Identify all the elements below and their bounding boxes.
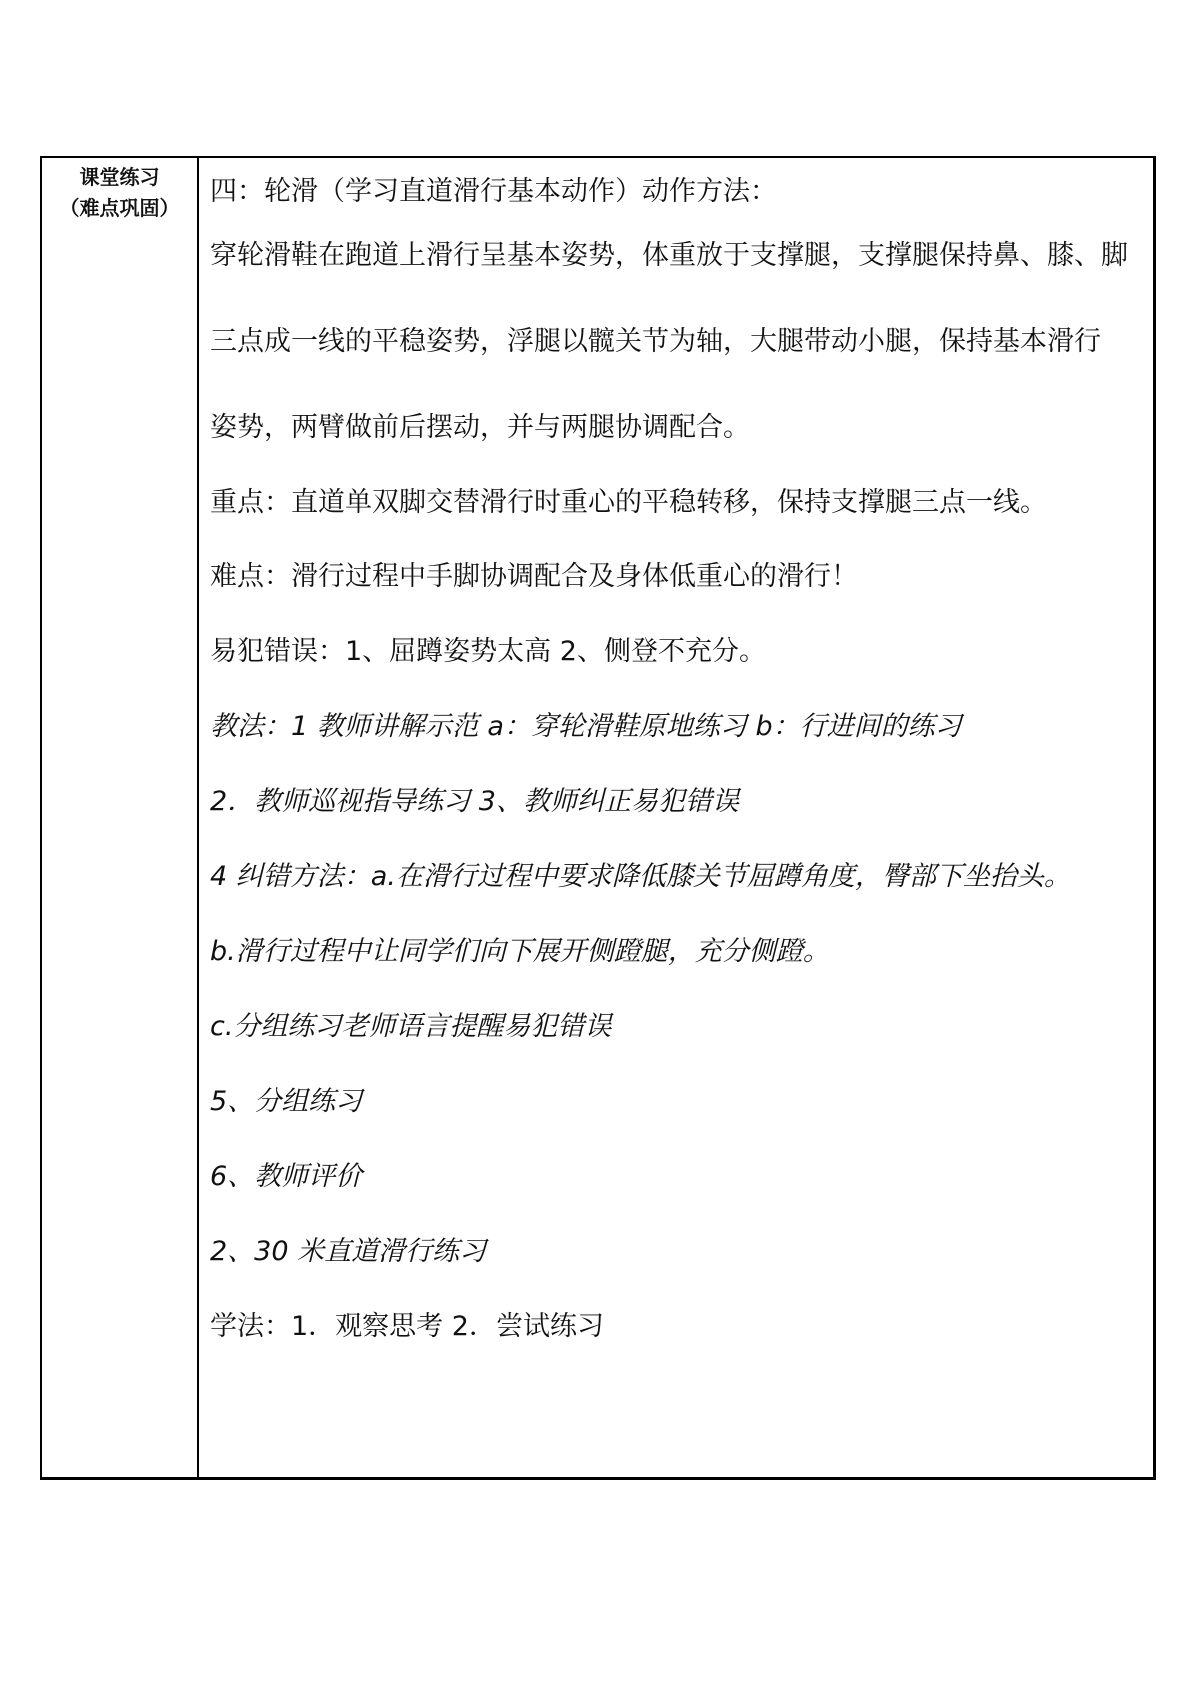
content-line-correction-b: b.滑行过程中让同学们向下展开侧蹬腿，充分侧蹬。: [210, 936, 830, 967]
content-line-method-1: 穿轮滑鞋在跑道上滑行呈基本姿势，体重放于支撑腿，支撑腿保持鼻、膝、脚: [210, 240, 1128, 271]
content-line-correction-c: c.分组练习老师语言提醒易犯错误: [210, 1011, 612, 1042]
content-line-group-practice: 5、分组练习: [210, 1086, 363, 1117]
row-content-cell: [199, 158, 1153, 1477]
content-line-teacher-eval: 6、教师评价: [210, 1161, 363, 1192]
content-line-difficulty: 难点：滑行过程中手脚协调配合及身体低重心的滑行！: [210, 561, 858, 592]
content-line-teaching-2: 2．教师巡视指导练习 3、教师纠正易犯错误: [210, 786, 739, 817]
content-line-heading: 四：轮滑（学习直道滑行基本动作）动作方法：: [210, 176, 777, 207]
row-label-cell: [42, 158, 199, 1477]
content-line-learning-method: 学法：1．观察思考 2．尝试练习: [210, 1311, 604, 1342]
row-label-subtitle: （难点巩固）: [59, 196, 180, 220]
content-line-method-2: 三点成一线的平稳姿势，浮腿以髋关节为轴，大腿带动小腿，保持基本滑行: [210, 326, 1101, 357]
content-line-teaching-1: 教法：1 教师讲解示范 a：穿轮滑鞋原地练习 b：行进间的练习: [210, 711, 962, 742]
content-line-common-errors: 易犯错误：1、屈蹲姿势太高 2、侧登不充分。: [210, 636, 766, 667]
content-line-method-3: 姿势，两臂做前后摆动，并与两腿协调配合。: [210, 412, 750, 443]
row-label-title: 课堂练习: [79, 165, 160, 189]
content-line-30m-practice: 2、30 米直道滑行练习: [210, 1236, 487, 1267]
lesson-plan-table: [40, 156, 1156, 1480]
content-line-correction-a: 4 纠错方法：a.在滑行过程中要求降低膝关节屈蹲角度，臀部下坐抬头。: [210, 861, 1071, 892]
content-line-key-point: 重点：直道单双脚交替滑行时重心的平稳转移，保持支撑腿三点一线。: [210, 487, 1047, 518]
